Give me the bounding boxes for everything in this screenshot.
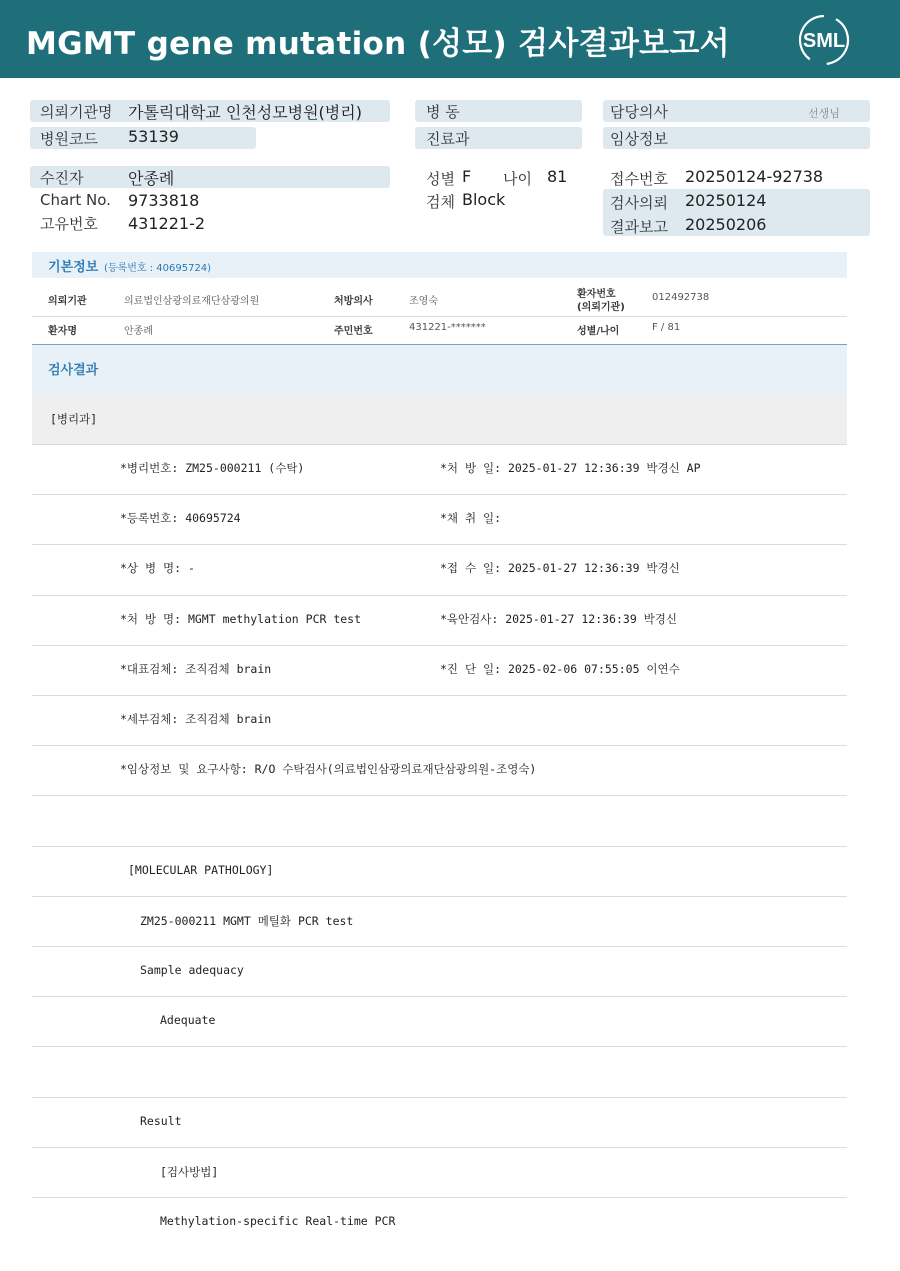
report-line: Adequate [160, 1013, 216, 1028]
label-clinical-info: 임상정보 [610, 130, 668, 148]
value-sex: F [462, 167, 472, 186]
label-requesting-institution: 의뢰기관명 [40, 103, 113, 121]
info-label: 주민번호 [334, 326, 373, 337]
basic-info-title: 기본정보 [48, 260, 99, 275]
info-value: 의료법인삼광의료재단삼광의원 [124, 296, 260, 307]
label-request-date: 검사의뢰 [610, 194, 668, 212]
row-divider [32, 745, 847, 746]
label-sex: 성별 [426, 170, 455, 188]
row-divider [32, 595, 847, 596]
row-divider [32, 946, 847, 947]
field-right: *처 방 일: 2025-01-27 12:36:39 박경신 AP [440, 461, 701, 475]
report-title: MGMT gene mutation (성모) 검사결과보고서 [26, 26, 730, 62]
info-value: F / 81 [652, 322, 681, 333]
value-specimen: Block [462, 190, 506, 209]
report-line: ZM25-000211 MGMT 메틸화 PCR test [140, 913, 354, 928]
row-divider [32, 1046, 847, 1047]
label-accession-no: 접수번호 [610, 170, 668, 188]
field-left: *등록번호: 40695724 [120, 511, 241, 526]
info-label: 의뢰기관 [48, 296, 87, 307]
dept-band [32, 393, 847, 444]
label-ward: 병 동 [426, 103, 460, 121]
sml-logo [796, 12, 852, 68]
row-divider [32, 1147, 847, 1148]
field-right: *접 수 일: 2025-01-27 12:36:39 박경신 [440, 561, 680, 576]
basic-info-reg: (등록번호 : 40695724) [104, 263, 212, 274]
value-chart-no: 9733818 [128, 191, 200, 210]
value-patient: 안종례 [128, 169, 175, 188]
row-divider [32, 996, 847, 997]
info-label: 환자명 [48, 326, 77, 337]
row-divider [32, 795, 847, 796]
info-value: 012492738 [652, 292, 710, 303]
info-label: 성별/나이 [577, 326, 620, 337]
report-line: Result [140, 1113, 182, 1128]
label-department: 진료과 [426, 130, 470, 148]
value-unique-no: 431221-2 [128, 214, 206, 233]
info-value: 안종례 [124, 326, 153, 337]
label-age: 나이 [503, 170, 532, 188]
field-left: *상 병 명: - [120, 561, 195, 576]
report-line: [검사방법] [160, 1164, 219, 1179]
row-divider [32, 846, 847, 847]
field-left: *임상정보 및 요구사항: R/O 수탁검사(의료법인삼광의료재단삼광의원-조영숙) [120, 762, 537, 777]
row-divider [32, 444, 847, 445]
info-value: 조영숙 [409, 296, 438, 307]
info-label: (의뢰기관) [577, 302, 625, 313]
row-divider [32, 1197, 847, 1198]
divider [32, 316, 847, 317]
value-age: 81 [547, 167, 568, 186]
label-report-date: 결과보고 [610, 218, 668, 236]
info-value: 431221-******* [409, 322, 486, 333]
results-title: 검사결과 [48, 363, 99, 378]
field-left: *대표검체: 조직검체 brain [120, 661, 272, 676]
field-right: *채 취 일: [440, 511, 502, 526]
row-divider [32, 896, 847, 897]
dept-label: [병리과] [50, 412, 98, 426]
row-divider [32, 494, 847, 495]
value-requesting-institution: 가톨릭대학교 인천성모병원(병리) [128, 103, 362, 122]
row-divider [32, 695, 847, 696]
doctor-suffix: 선생님 [808, 107, 840, 120]
svg-text:SML: SML [802, 30, 846, 52]
label-specimen: 검체 [426, 193, 455, 211]
field-right: *육안검사: 2025-01-27 12:36:39 박경신 [440, 611, 678, 626]
field-left: *병리번호: ZM25-000211 (수탁) [120, 461, 305, 475]
value-accession-no: 20250124-92738 [685, 167, 824, 186]
field-right: *진 단 일: 2025-02-06 07:55:05 이연수 [440, 661, 680, 676]
pill-bg [30, 166, 390, 188]
label-unique-no: 고유번호 [40, 215, 98, 233]
value-report-date: 20250206 [685, 215, 767, 234]
results-header [32, 344, 847, 393]
row-divider [32, 544, 847, 545]
field-left: *처 방 명: MGMT methylation PCR test [120, 611, 362, 626]
value-request-date: 20250124 [685, 191, 767, 210]
label-chart-no: Chart No. [40, 191, 111, 209]
label-doctor: 담당의사 [610, 103, 668, 121]
report-line: [MOLECULAR PATHOLOGY] [128, 862, 274, 877]
label-patient: 수진자 [40, 169, 84, 187]
label-hospital-code: 병원코드 [40, 130, 98, 148]
report-line: Sample adequacy [140, 963, 244, 977]
value-hospital-code: 53139 [128, 127, 179, 146]
report-line: Methylation-specific Real-time PCR [160, 1214, 396, 1228]
info-label: 환자번호 [577, 289, 616, 300]
row-divider [32, 645, 847, 646]
row-divider [32, 1097, 847, 1098]
info-label: 처방의사 [334, 296, 373, 307]
field-left: *세부검체: 조직검체 brain [120, 712, 272, 726]
